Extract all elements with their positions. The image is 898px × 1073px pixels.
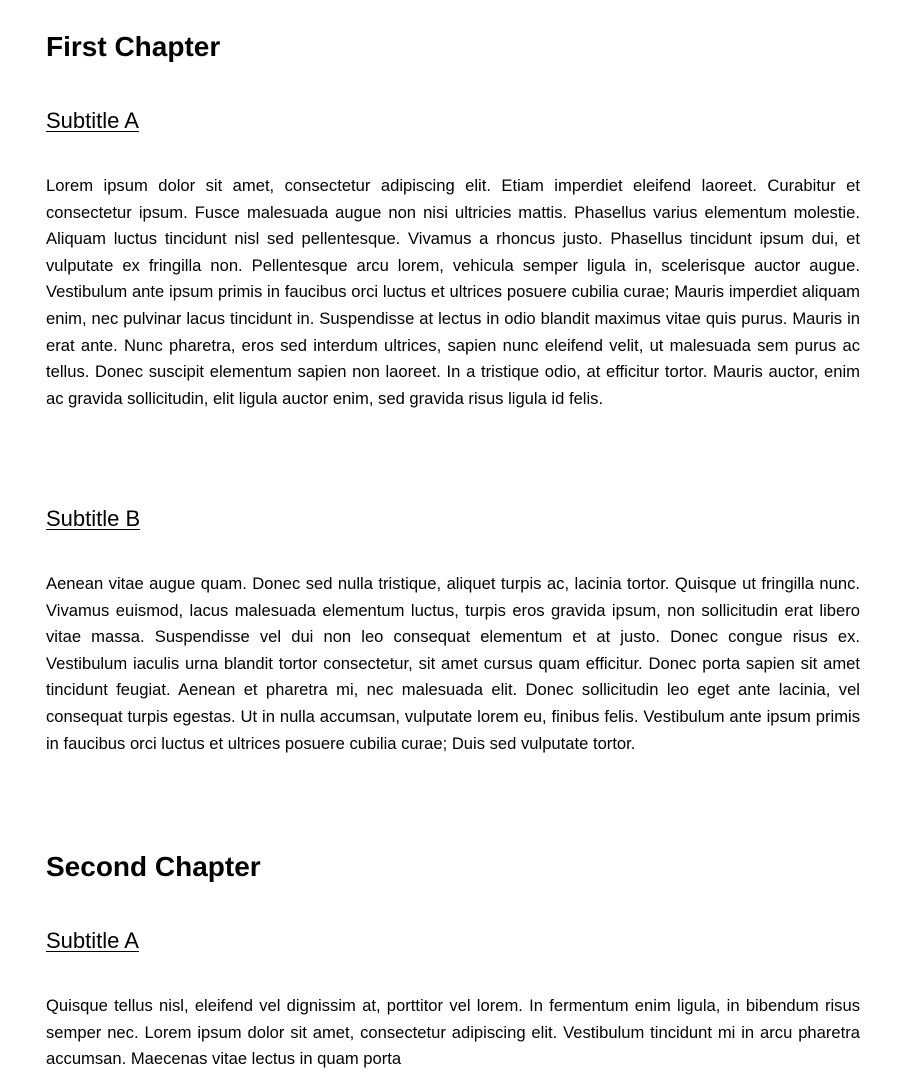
section-subtitle-first-a: Subtitle A (46, 108, 139, 133)
section-subtitle-second-a: Subtitle A (46, 928, 139, 953)
section-paragraph-second-a: Quisque tellus nisl, eleifend vel dignissim at, porttitor vel lorem. In fermentum enim ligula, in bibendum risus semper nec. Lorem ipsum dolor sit amet, consectetur adipiscing elit. Vestibulum tincidunt mi in arcu pharetra accumsan. Maecenas vitae lectus in quam porta (46, 996, 860, 1069)
chapter-title-first: First Chapter (46, 31, 221, 62)
section-subtitle-first-b: Subtitle B (46, 506, 141, 531)
chapter-title-second: Second Chapter (46, 851, 261, 882)
section-paragraph-first-a: Lorem ipsum dolor sit amet, consectetur adipiscing elit. Etiam imperdiet eleifend laoreet. Curabitur et consectetur ipsum. Fusce malesuada augue non nisi ultricies mattis. Phasellus varius elementum molestie. Aliquam luctus tincidunt nisl sed pellentesque. Vivamus a rhoncus justo. Phasellus tincidunt ipsum dui, et vulputate ex fringilla non. Pellentesque arcu lorem, vehicula semper ligula in, scelerisque auctor augue. Vestibulum ante ipsum primis in faucibus orci luctus et ultrices posuere cubilia curae; Mauris imperdiet aliquam enim, nec pulvinar lacus tincidunt in. Suspendisse at lectus in odio blandit maximus vitae quis purus. Mauris in erat ante. Nunc pharetra, eros sed interdum ultrices, sapien nunc eleifend velit, ut malesuada sem purus ac tellus. Donec suscipit elementum sapien non laoreet. In a tristique odio, at efficitur tortor. Mauris auctor, enim ac gravida sollicitudin, elit ligula auctor enim, sed gravida risus ligula id felis. (46, 176, 860, 408)
section-paragraph-first-b: Aenean vitae augue quam. Donec sed nulla tristique, aliquet turpis ac, lacinia tortor. Quisque ut fringilla nunc. Vivamus euismod, lacus malesuada elementum luctus, turpis eros gravida ipsum, non sollicitudin erat libero vitae massa. Suspendisse vel dui non leo consequat elementum et at justo. Donec congue risus ex. Vestibulum iaculis urna blandit tortor consectetur, sit amet cursus quam efficitur. Donec porta sapien sit amet tincidunt feugiat. Aenean et pharetra mi, nec malesuada elit. Donec sollicitudin leo eget ante lacinia, vel consequat turpis egestas. Ut in nulla accumsan, vulputate lorem eu, finibus felis. Vestibulum ante ipsum primis in faucibus orci luctus et ultrices posuere cubilia curae; Duis sed vulputate tortor. (46, 574, 860, 753)
